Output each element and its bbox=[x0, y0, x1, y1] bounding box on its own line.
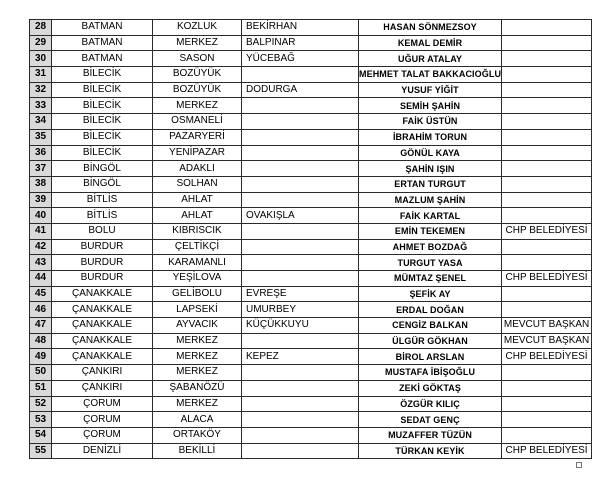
note-cell[interactable] bbox=[502, 365, 592, 381]
province-cell[interactable]: DENİZLİ bbox=[52, 443, 153, 459]
note-cell[interactable]: CHP BELEDİYESİ bbox=[502, 223, 592, 239]
district-cell[interactable]: ÇELTİKÇİ bbox=[153, 239, 242, 255]
note-cell[interactable] bbox=[502, 192, 592, 208]
district-cell[interactable]: AYVACIK bbox=[153, 318, 242, 334]
row-number-cell[interactable]: 53 bbox=[30, 412, 52, 428]
note-cell[interactable] bbox=[502, 427, 592, 443]
candidate-name-cell[interactable]: HASAN SÖNMEZSOY bbox=[359, 20, 502, 36]
note-cell[interactable] bbox=[502, 20, 592, 36]
town-cell[interactable] bbox=[242, 380, 359, 396]
candidate-name-cell[interactable]: SEDAT GENÇ bbox=[359, 412, 502, 428]
resize-handle[interactable] bbox=[576, 462, 582, 468]
table-row bbox=[30, 114, 592, 130]
table-row bbox=[30, 20, 592, 36]
town-cell[interactable]: OVAKIŞLA bbox=[242, 208, 359, 224]
candidate-name-cell[interactable]: ŞEFİK AY bbox=[359, 286, 502, 302]
town-cell[interactable] bbox=[242, 333, 359, 349]
town-cell[interactable] bbox=[242, 427, 359, 443]
table-row bbox=[30, 129, 592, 145]
note-cell[interactable] bbox=[502, 396, 592, 412]
candidate-name-cell[interactable]: MUZAFFER TÜZÜN bbox=[359, 427, 502, 443]
province-cell[interactable]: ÇANAKKALE bbox=[52, 318, 153, 334]
table-row bbox=[30, 67, 592, 83]
table-row bbox=[30, 286, 592, 302]
row-number-cell[interactable]: 44 bbox=[30, 271, 52, 287]
candidate-name-cell[interactable]: MUSTAFA İBİŞOĞLU bbox=[359, 365, 502, 381]
table-row bbox=[30, 349, 592, 365]
table-row bbox=[30, 145, 592, 161]
district-cell[interactable]: SOLHAN bbox=[153, 176, 242, 192]
table-row bbox=[30, 35, 592, 51]
province-cell[interactable]: ÇANAKKALE bbox=[52, 333, 153, 349]
candidate-name-cell[interactable]: FAİK ÜSTÜN bbox=[359, 114, 502, 130]
table-row bbox=[30, 51, 592, 67]
row-number-cell[interactable]: 31 bbox=[30, 67, 52, 83]
note-cell[interactable] bbox=[502, 286, 592, 302]
town-cell[interactable] bbox=[242, 161, 359, 177]
candidate-table-sheet bbox=[29, 19, 592, 459]
town-cell[interactable] bbox=[242, 271, 359, 287]
province-cell[interactable]: ÇORUM bbox=[52, 427, 153, 443]
town-cell[interactable]: EVREŞE bbox=[242, 286, 359, 302]
province-cell[interactable]: BATMAN bbox=[52, 20, 153, 36]
table-row bbox=[30, 412, 592, 428]
row-number-cell[interactable]: 50 bbox=[30, 365, 52, 381]
province-cell[interactable]: BİLECİK bbox=[52, 67, 153, 83]
province-cell[interactable]: BİLECİK bbox=[52, 114, 153, 130]
note-cell[interactable] bbox=[502, 51, 592, 67]
row-number-cell[interactable]: 30 bbox=[30, 51, 52, 67]
town-cell[interactable] bbox=[242, 145, 359, 161]
district-cell[interactable]: YEŞİLOVA bbox=[153, 271, 242, 287]
row-number-cell[interactable]: 39 bbox=[30, 192, 52, 208]
district-cell[interactable]: SASON bbox=[153, 51, 242, 67]
district-cell[interactable]: MERKEZ bbox=[153, 365, 242, 381]
row-number-cell[interactable]: 34 bbox=[30, 114, 52, 130]
row-number-cell[interactable]: 54 bbox=[30, 427, 52, 443]
note-cell[interactable]: MEVCUT BAŞKAN bbox=[502, 318, 592, 334]
row-number-cell[interactable]: 49 bbox=[30, 349, 52, 365]
candidate-name-cell[interactable]: EMİN TEKEMEN bbox=[359, 223, 502, 239]
district-cell[interactable]: ADAKLI bbox=[153, 161, 242, 177]
note-cell[interactable] bbox=[502, 412, 592, 428]
row-number-cell[interactable]: 52 bbox=[30, 396, 52, 412]
table-row bbox=[30, 161, 592, 177]
candidate-name-cell[interactable]: İBRAHİM TORUN bbox=[359, 129, 502, 145]
table-row bbox=[30, 271, 592, 287]
note-cell[interactable] bbox=[502, 98, 592, 114]
note-cell[interactable]: MEVCUT BAŞKAN bbox=[502, 333, 592, 349]
province-cell[interactable]: BATMAN bbox=[52, 51, 153, 67]
candidate-name-cell[interactable]: ÖZGÜR KILIÇ bbox=[359, 396, 502, 412]
town-cell[interactable] bbox=[242, 239, 359, 255]
table-row bbox=[30, 365, 592, 381]
row-number-cell[interactable]: 29 bbox=[30, 35, 52, 51]
district-cell[interactable]: KIBRISCIK bbox=[153, 223, 242, 239]
note-cell[interactable] bbox=[502, 82, 592, 98]
province-cell[interactable]: BİNGÖL bbox=[52, 161, 153, 177]
candidate-name-cell[interactable]: ERTAN TURGUT bbox=[359, 176, 502, 192]
candidate-name-cell[interactable]: TÜRKAN KEYİK bbox=[359, 443, 502, 459]
candidate-table bbox=[29, 19, 592, 459]
town-cell[interactable] bbox=[242, 98, 359, 114]
row-number-cell[interactable]: 55 bbox=[30, 443, 52, 459]
note-cell[interactable] bbox=[502, 208, 592, 224]
row-number-cell[interactable]: 51 bbox=[30, 380, 52, 396]
note-cell[interactable] bbox=[502, 255, 592, 271]
town-cell[interactable] bbox=[242, 114, 359, 130]
table-row bbox=[30, 443, 592, 459]
province-cell[interactable]: BURDUR bbox=[52, 271, 153, 287]
town-cell[interactable]: DODURGA bbox=[242, 82, 359, 98]
table-row bbox=[30, 192, 592, 208]
town-cell[interactable] bbox=[242, 192, 359, 208]
town-cell[interactable] bbox=[242, 396, 359, 412]
district-cell[interactable]: MERKEZ bbox=[153, 333, 242, 349]
district-cell[interactable]: BOZÜYÜK bbox=[153, 82, 242, 98]
candidate-name-cell[interactable]: YUSUF YİĞİT bbox=[359, 82, 502, 98]
table-body bbox=[30, 20, 592, 459]
note-cell[interactable]: CHP BELEDİYESİ bbox=[502, 271, 592, 287]
candidate-name-cell[interactable]: ZEKİ GÖKTAŞ bbox=[359, 380, 502, 396]
note-cell[interactable] bbox=[502, 380, 592, 396]
candidate-name-cell[interactable]: FAİK KARTAL bbox=[359, 208, 502, 224]
row-number-cell[interactable]: 41 bbox=[30, 223, 52, 239]
province-cell[interactable]: ÇANKIRI bbox=[52, 380, 153, 396]
table-row bbox=[30, 427, 592, 443]
candidate-name-cell[interactable]: TURGUT YASA bbox=[359, 255, 502, 271]
province-cell[interactable]: BİLECİK bbox=[52, 98, 153, 114]
town-cell[interactable] bbox=[242, 443, 359, 459]
town-cell[interactable]: KEPEZ bbox=[242, 349, 359, 365]
note-cell[interactable]: CHP BELEDİYESİ bbox=[502, 349, 592, 365]
province-cell[interactable]: ÇANAKKALE bbox=[52, 302, 153, 318]
table-row bbox=[30, 380, 592, 396]
district-cell[interactable]: LAPSEKİ bbox=[153, 302, 242, 318]
province-cell[interactable]: ÇORUM bbox=[52, 396, 153, 412]
note-cell[interactable] bbox=[502, 145, 592, 161]
candidate-name-cell[interactable]: SEMİH ŞAHİN bbox=[359, 98, 502, 114]
candidate-name-cell[interactable]: MEHMET TALAT BAKKACIOĞLU bbox=[359, 67, 502, 83]
district-cell[interactable]: ORTAKÖY bbox=[153, 427, 242, 443]
candidate-name-cell[interactable]: MÜMTAZ ŞENEL bbox=[359, 271, 502, 287]
row-number-cell[interactable]: 38 bbox=[30, 176, 52, 192]
row-number-cell[interactable]: 33 bbox=[30, 98, 52, 114]
town-cell[interactable]: BALPINAR bbox=[242, 35, 359, 51]
table-row bbox=[30, 318, 592, 334]
note-cell[interactable] bbox=[502, 161, 592, 177]
town-cell[interactable] bbox=[242, 129, 359, 145]
candidate-name-cell[interactable]: ERDAL DOĞAN bbox=[359, 302, 502, 318]
district-cell[interactable]: MERKEZ bbox=[153, 35, 242, 51]
table-row bbox=[30, 82, 592, 98]
row-number-cell[interactable]: 46 bbox=[30, 302, 52, 318]
town-cell[interactable] bbox=[242, 412, 359, 428]
province-cell[interactable]: BİLECİK bbox=[52, 82, 153, 98]
row-number-cell[interactable]: 45 bbox=[30, 286, 52, 302]
district-cell[interactable]: OSMANELİ bbox=[153, 114, 242, 130]
town-cell[interactable]: BEKİRHAN bbox=[242, 20, 359, 36]
candidate-name-cell[interactable]: MAZLUM ŞAHİN bbox=[359, 192, 502, 208]
row-number-cell[interactable]: 47 bbox=[30, 318, 52, 334]
note-cell[interactable] bbox=[502, 35, 592, 51]
district-cell[interactable]: BOZÜYÜK bbox=[153, 67, 242, 83]
province-cell[interactable]: BİTLİS bbox=[52, 208, 153, 224]
province-cell[interactable]: BOLU bbox=[52, 223, 153, 239]
row-number-cell[interactable]: 35 bbox=[30, 129, 52, 145]
district-cell[interactable]: GELİBOLU bbox=[153, 286, 242, 302]
province-cell[interactable]: ÇANKIRI bbox=[52, 365, 153, 381]
table-row bbox=[30, 333, 592, 349]
row-number-cell[interactable]: 36 bbox=[30, 145, 52, 161]
table-row bbox=[30, 208, 592, 224]
town-cell[interactable] bbox=[242, 365, 359, 381]
district-cell[interactable]: AHLAT bbox=[153, 208, 242, 224]
district-cell[interactable]: ALACA bbox=[153, 412, 242, 428]
note-cell[interactable] bbox=[502, 114, 592, 130]
town-cell[interactable] bbox=[242, 223, 359, 239]
candidate-name-cell[interactable]: KEMAL DEMİR bbox=[359, 35, 502, 51]
province-cell[interactable]: BURDUR bbox=[52, 239, 153, 255]
district-cell[interactable]: MERKEZ bbox=[153, 98, 242, 114]
candidate-name-cell[interactable]: UĞUR ATALAY bbox=[359, 51, 502, 67]
province-cell[interactable]: ÇANAKKALE bbox=[52, 349, 153, 365]
table-row bbox=[30, 176, 592, 192]
candidate-name-cell[interactable]: ÜLGÜR GÖKHAN bbox=[359, 333, 502, 349]
row-number-cell[interactable]: 43 bbox=[30, 255, 52, 271]
province-cell[interactable]: BATMAN bbox=[52, 35, 153, 51]
table-row bbox=[30, 223, 592, 239]
note-cell[interactable] bbox=[502, 302, 592, 318]
candidate-name-cell[interactable]: ŞAHİN IŞIN bbox=[359, 161, 502, 177]
district-cell[interactable]: AHLAT bbox=[153, 192, 242, 208]
province-cell[interactable]: BURDUR bbox=[52, 255, 153, 271]
district-cell[interactable]: ŞABANÖZÜ bbox=[153, 380, 242, 396]
table-row bbox=[30, 302, 592, 318]
table-row bbox=[30, 396, 592, 412]
row-number-cell[interactable]: 32 bbox=[30, 82, 52, 98]
province-cell[interactable]: BİTLİS bbox=[52, 192, 153, 208]
note-cell[interactable] bbox=[502, 176, 592, 192]
district-cell[interactable]: MERKEZ bbox=[153, 349, 242, 365]
district-cell[interactable]: MERKEZ bbox=[153, 396, 242, 412]
town-cell[interactable] bbox=[242, 176, 359, 192]
row-number-cell[interactable]: 37 bbox=[30, 161, 52, 177]
town-cell[interactable] bbox=[242, 255, 359, 271]
note-cell[interactable] bbox=[502, 239, 592, 255]
candidate-name-cell[interactable]: CENGİZ BALKAN bbox=[359, 318, 502, 334]
candidate-name-cell[interactable]: BİROL ARSLAN bbox=[359, 349, 502, 365]
district-cell[interactable]: KOZLUK bbox=[153, 20, 242, 36]
table-row bbox=[30, 239, 592, 255]
town-cell[interactable] bbox=[242, 67, 359, 83]
province-cell[interactable]: ÇANAKKALE bbox=[52, 286, 153, 302]
town-cell[interactable]: KÜÇÜKKUYU bbox=[242, 318, 359, 334]
row-number-cell[interactable]: 40 bbox=[30, 208, 52, 224]
town-cell[interactable]: UMURBEY bbox=[242, 302, 359, 318]
province-cell[interactable]: BİLECİK bbox=[52, 129, 153, 145]
province-cell[interactable]: BİNGÖL bbox=[52, 176, 153, 192]
district-cell[interactable]: PAZARYERİ bbox=[153, 129, 242, 145]
district-cell[interactable]: BEKİLLİ bbox=[153, 443, 242, 459]
town-cell[interactable]: YÜCEBAĞ bbox=[242, 51, 359, 67]
province-cell[interactable]: BİLECİK bbox=[52, 145, 153, 161]
district-cell[interactable]: KARAMANLI bbox=[153, 255, 242, 271]
row-number-cell[interactable]: 42 bbox=[30, 239, 52, 255]
row-number-cell[interactable]: 28 bbox=[30, 20, 52, 36]
note-cell[interactable]: CHP BELEDİYESİ bbox=[502, 443, 592, 459]
row-number-cell[interactable]: 48 bbox=[30, 333, 52, 349]
table-row bbox=[30, 255, 592, 271]
province-cell[interactable]: ÇORUM bbox=[52, 412, 153, 428]
district-cell[interactable]: YENİPAZAR bbox=[153, 145, 242, 161]
candidate-name-cell[interactable]: AHMET BOZDAĞ bbox=[359, 239, 502, 255]
note-cell[interactable] bbox=[502, 67, 592, 83]
note-cell[interactable] bbox=[502, 129, 592, 145]
table-row bbox=[30, 98, 592, 114]
candidate-name-cell[interactable]: GÖNÜL KAYA bbox=[359, 145, 502, 161]
